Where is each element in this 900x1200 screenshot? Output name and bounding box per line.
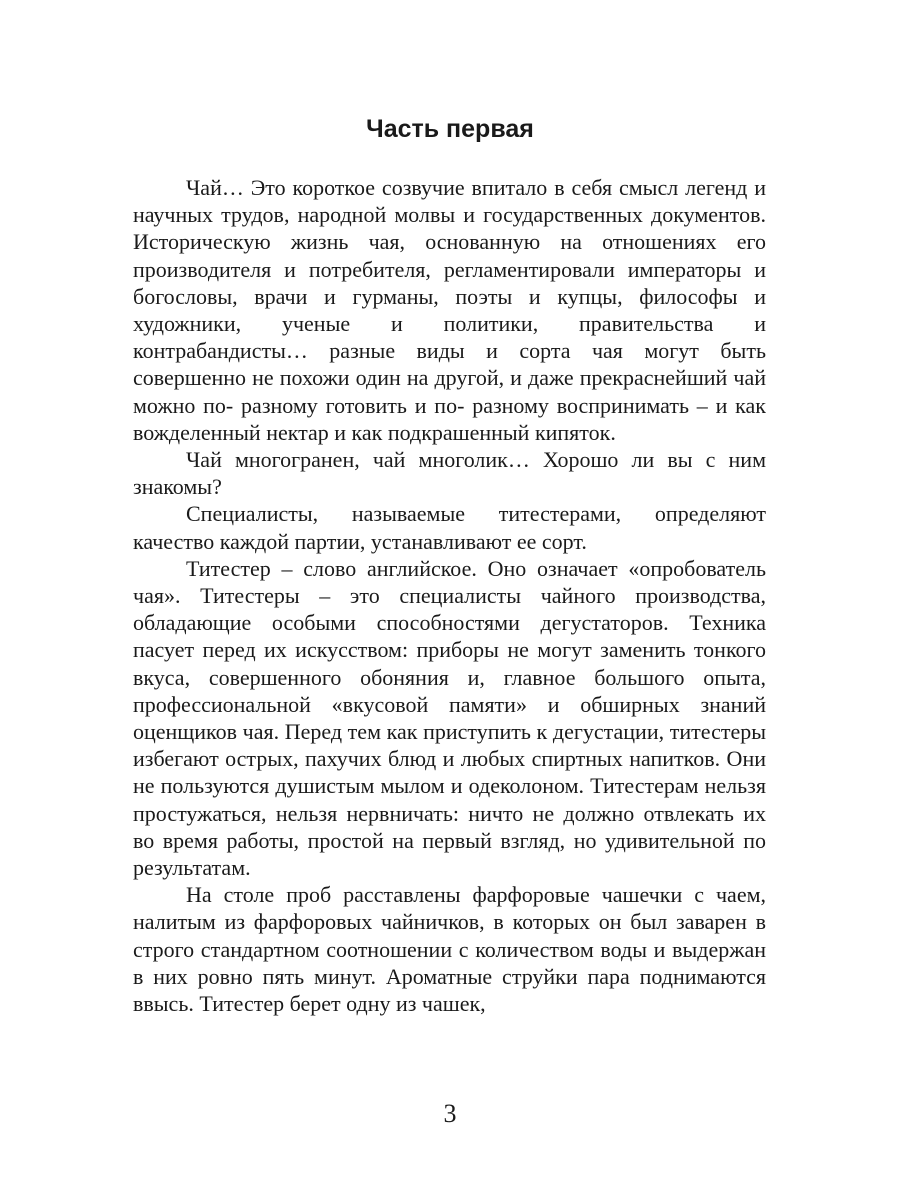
paragraph: Титестер – слово английское. Оно означает «опробователь чая». Титестеры – это специалисты чайного производства, обладающие особыми способностями дегустаторов. Техника пасует перед их искусством: приборы не могут заменить тонкого вкуса, совершенного обоняния и, главное большого опыта, профессиональной «вкусовой памяти» и обширных знаний оценщиков чая. Перед тем как приступить к дегустации, титестеры избегают острых, пахучих блюд и любых спиртных напитков. Они не пользуются душистым мылом и одеколоном. Титестерам нельзя простужаться, нельзя нервничать: ничто не должно отвлекать их во время работы, простой на первый взгляд, но удивительной по результатам. — [133, 555, 766, 881]
paragraph: Чай многогранен, чай многолик… Хорошо ли вы с ним знакомы? — [133, 447, 766, 500]
page-number: 3 — [443, 1099, 457, 1128]
paragraph: Специалисты, называемые титестерами, определяют качество каждой партии, устанавливают ее сорт. — [133, 501, 766, 554]
body-text — [133, 174, 766, 1017]
chapter-title: Часть первая — [366, 115, 534, 143]
paragraph: Чай… Это короткое созвучие впитало в себя смысл легенд и научных трудов, народной молвы и государственных документов. Историческую жизнь чая, основанную на отношениях его производителя и потребителя, регламентировали императоры и богословы, врачи и гурманы, поэты и купцы, философы и художники, ученые и политики, правительства и контрабандисты… разные виды и сорта чая могут быть совершенно не похожи один на другой, и даже прекраснейший чай можно по- разному готовить и по- разному воспринимать – и как вожделенный нектар и как подкрашенный кипяток. — [133, 175, 766, 445]
paragraph: На столе проб расставлены фарфоровые чашечки с чаем, налитым из фарфоровых чайничков, в которых он был заварен в строго стандартном соотношении с количеством воды и выдержан в них ровно пять минут. Ароматные струйки пара поднимаются ввысь. Титестер берет одну из чашек, — [133, 882, 766, 1017]
